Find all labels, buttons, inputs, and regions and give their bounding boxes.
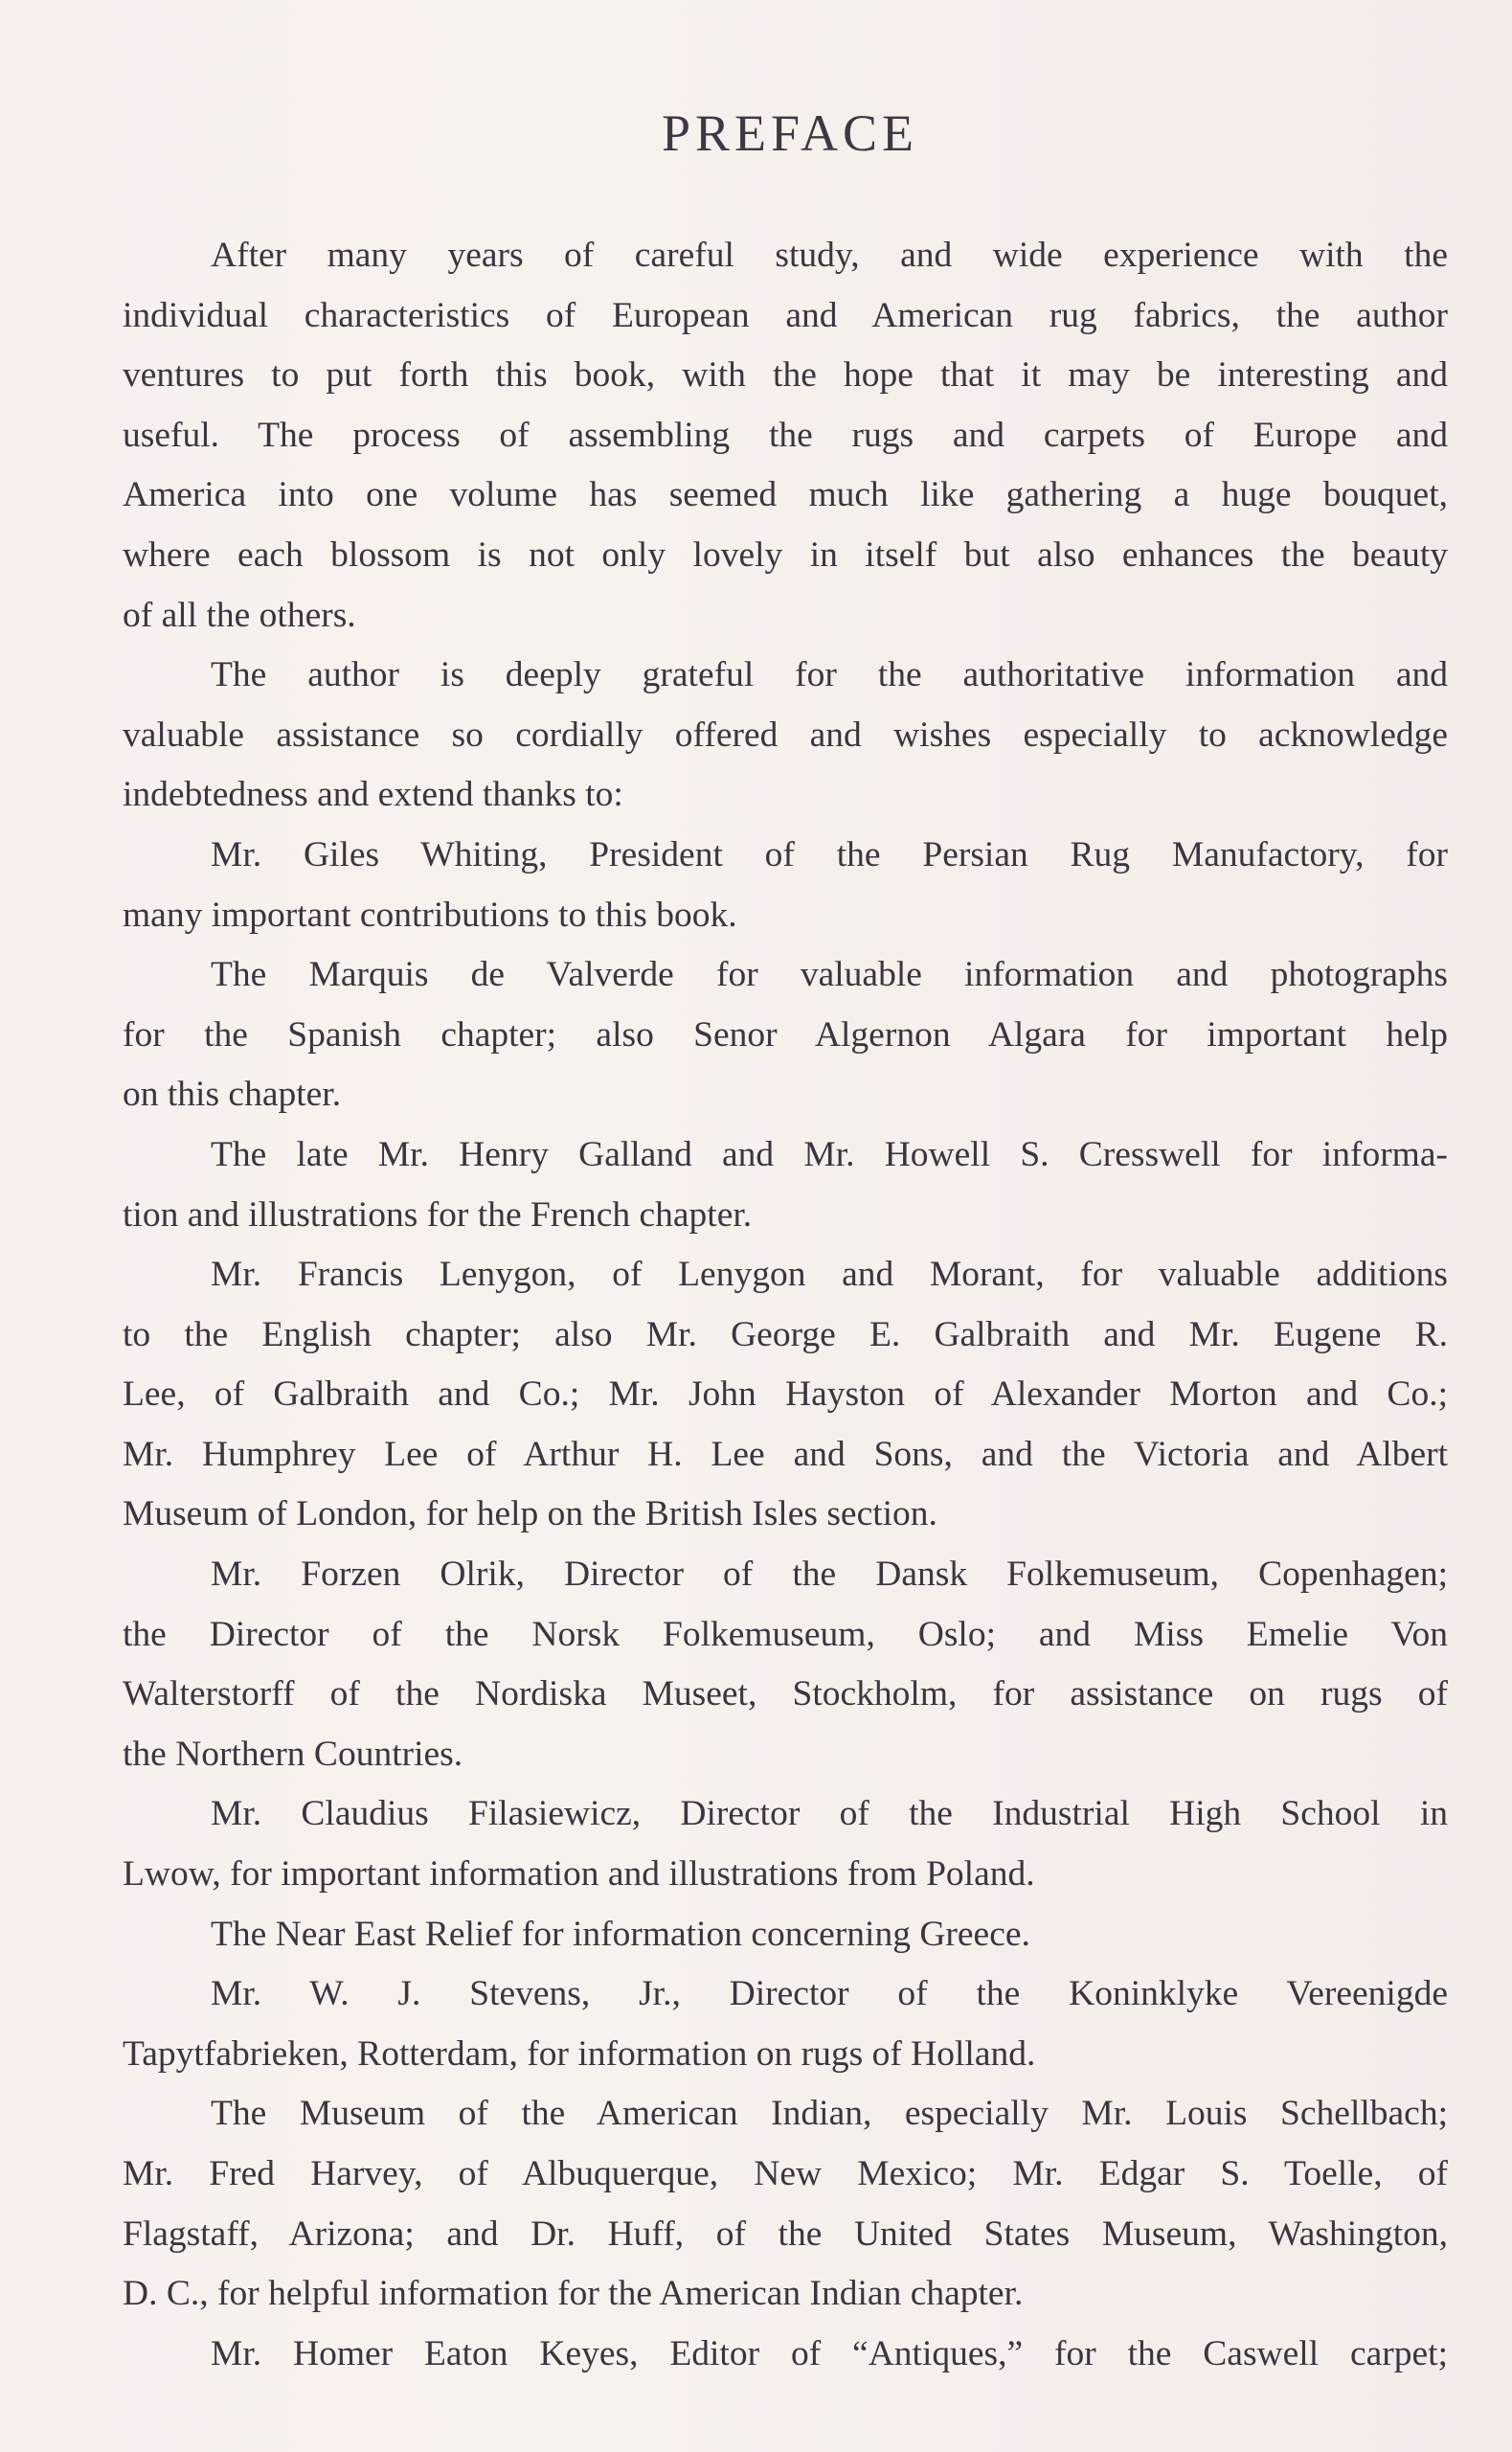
paragraph: [123, 945, 1448, 1125]
text-line: ventures to put forth this book, with the hope that it may be interesting and: [123, 355, 1448, 396]
text-line: The late Mr. Henry Galland and Mr. Howell S. Cresswell for informa-: [211, 1134, 1448, 1174]
paragraph: [123, 1545, 1448, 1784]
text-line: to the English chapter; also Mr. George E. Galbraith and Mr. Eugene R.: [123, 1314, 1448, 1354]
text-line: on this chapter.: [123, 1075, 342, 1115]
text-line: Mr. Claudius Filasiewicz, Director of the Industrial High School in: [211, 1794, 1448, 1834]
text-line: for the Spanish chapter; also Senor Algernon Algara for important help: [123, 1014, 1448, 1055]
paragraph: [123, 1905, 1448, 1965]
paragraph: [123, 1784, 1448, 1904]
preface-body: [123, 226, 1448, 2384]
text-line: Lwow, for important information and illustrations from Poland.: [123, 1854, 1035, 1895]
text-line: valuable assistance so cordially offered and wishes especially to acknowledge: [123, 715, 1448, 755]
text-line: tion and illustrations for the French chapter.: [123, 1194, 753, 1235]
paragraph: [123, 646, 1448, 826]
paragraph: [123, 1245, 1448, 1545]
text-line: The Near East Relief for information concerning Greece.: [211, 1914, 1030, 1954]
text-line: Mr. Homer Eaton Keyes, Editor of “Antiques,” for the Caswell carpet;: [211, 2333, 1448, 2373]
text-line: America into one volume has seemed much like gathering a huge bouquet,: [123, 475, 1448, 515]
text-line: Mr. Humphrey Lee of Arthur H. Lee and Sons, and the Victoria and Albert: [123, 1434, 1448, 1474]
text-line: Mr. Francis Lenygon, of Lenygon and Morant, for valuable additions: [211, 1255, 1448, 1295]
text-line: Flagstaff, Arizona; and Dr. Huff, of the United States Museum, Washington,: [123, 2214, 1448, 2254]
paragraph: [123, 1125, 1448, 1245]
paragraph: [123, 826, 1448, 945]
text-line: useful. The process of assembling the rugs and carpets of Europe and: [123, 415, 1448, 455]
text-line: Mr. Forzen Olrik, Director of the Dansk Folkemuseum, Copenhagen;: [211, 1555, 1448, 1595]
text-line: of all the others.: [123, 595, 356, 635]
text-line: Museum of London, for help on the British Isles section.: [123, 1494, 937, 1534]
paragraph: [123, 226, 1448, 646]
text-line: Tapytfabrieken, Rotterdam, for information on rugs of Holland.: [123, 2033, 1036, 2074]
text-line: where each blossom is not only lovely in itself but also enhances the beauty: [123, 534, 1448, 575]
text-line: After many years of careful study, and wide experience with the: [211, 236, 1448, 275]
text-line: The Museum of the American Indian, especially Mr. Louis Schellbach;: [211, 2094, 1448, 2134]
text-line: individual characteristics of European and American rug fabrics, the author: [123, 295, 1448, 335]
text-line: The Marquis de Valverde for valuable information and photographs: [211, 955, 1448, 995]
text-line: many important contributions to this book.: [123, 895, 737, 935]
text-line: Lee, of Galbraith and Co.; Mr. John Hayston of Alexander Morton and Co.;: [123, 1374, 1448, 1415]
text-line: the Director of the Norsk Folkemuseum, Oslo; and Miss Emelie Von: [123, 1614, 1448, 1654]
paragraph: [123, 2084, 1448, 2324]
text-line: indebtedness and extend thanks to:: [123, 775, 623, 815]
page-title: PREFACE: [661, 104, 919, 163]
text-line: Mr. Giles Whiting, President of the Persian Rug Manufactory, for: [211, 834, 1448, 874]
text-line: Walterstorff of the Nordiska Museet, Stockholm, for assistance on rugs of: [123, 1674, 1448, 1714]
paragraph: [123, 1964, 1448, 2084]
text-line: Mr. Fred Harvey, of Albuquerque, New Mexico; Mr. Edgar S. Toelle, of: [123, 2154, 1448, 2193]
paragraph: [123, 2325, 1448, 2385]
text-line: The author is deeply grateful for the authoritative information and: [211, 655, 1448, 695]
text-line: Mr. W. J. Stevens, Jr., Director of the Koninklyke Vereenigde: [211, 1974, 1448, 2014]
text-line: D. C., for helpful information for the American Indian chapter.: [123, 2274, 1024, 2314]
text-line: the Northern Countries.: [123, 1734, 463, 1774]
